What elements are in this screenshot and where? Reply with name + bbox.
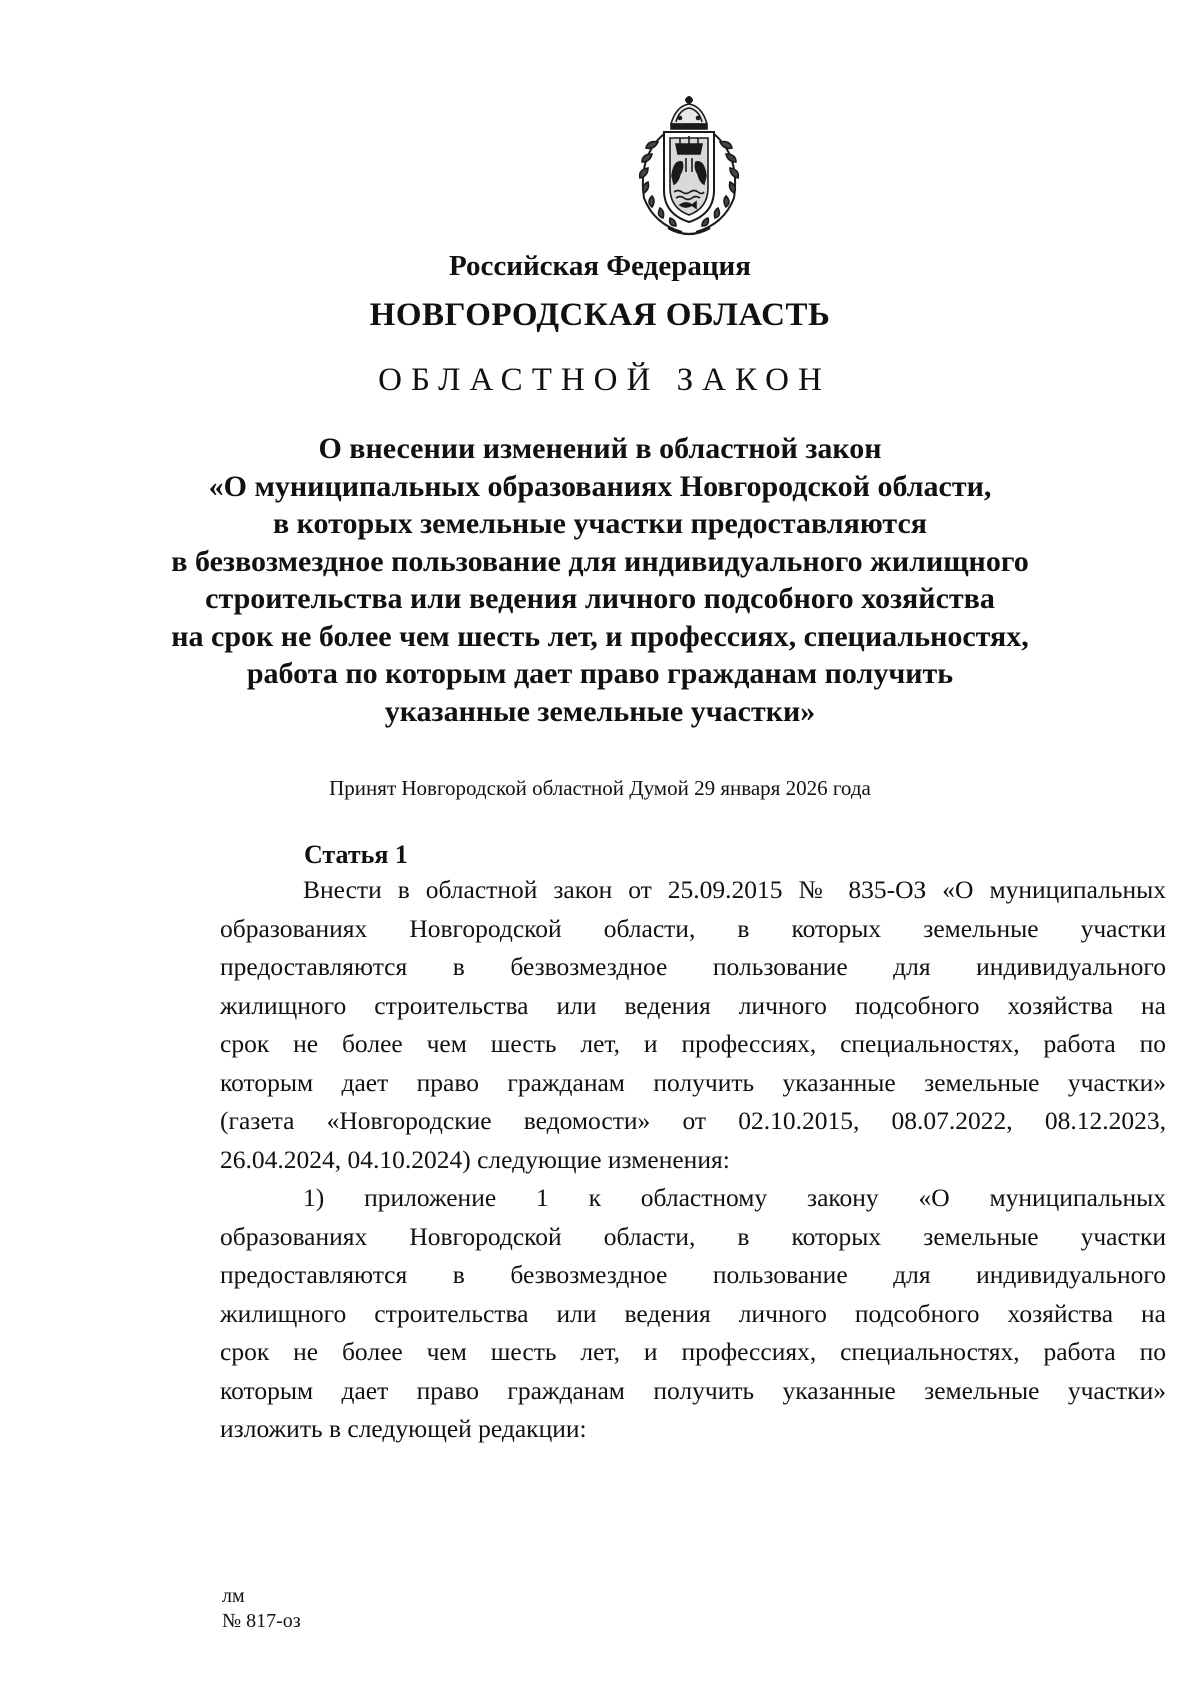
paragraph-line: жилищного строительства или ведения личного подсобного хозяйства на	[220, 1298, 1166, 1328]
paragraph-line: жилищного строительства или ведения личного подсобного хозяйства на	[220, 990, 1166, 1020]
article-paragraph-1	[220, 871, 1166, 1179]
paragraph-line: Внести в областной закон от 25.09.2015 № 835-ОЗ «О муниципальных	[303, 875, 1166, 904]
paragraph-line: срок не более чем шесть лет, и профессиях, специальностях, работа по	[220, 1337, 1166, 1366]
footer-initials: лм	[222, 1585, 245, 1607]
paragraph-line: которым дает право гражданам получить указанные земельные участки»	[220, 1067, 1166, 1097]
adoption-note: Принят Новгородской областной Думой 29 января 2026 года	[329, 776, 871, 800]
title-line: О внесении изменений в областной закон	[318, 432, 882, 465]
document-footer	[222, 1584, 301, 1634]
document-type: ОБЛАСТНОЙ ЗАКОН	[378, 362, 831, 398]
footer-law-number: № 817-оз	[222, 1610, 301, 1632]
law-title	[150, 430, 1050, 730]
title-line: в которых земельные участки предоставляются	[272, 507, 928, 540]
crown-icon	[671, 96, 707, 129]
paragraph-line: 1) приложение 1 к областному закону «О муниципальных	[303, 1183, 1166, 1212]
region-name: НОВГОРОДСКАЯ ОБЛАСТЬ	[369, 297, 831, 333]
paragraph-line: образованиях Новгородской области, в которых земельные участки	[220, 913, 1166, 943]
paragraph-line: 26.04.2024, 04.10.2024) следующие изменения:	[220, 1144, 730, 1174]
paragraph-line: которым дает право гражданам получить указанные земельные участки»	[220, 1375, 1166, 1405]
paragraph-line: предоставляются в безвозмездное пользование для индивидуального	[220, 952, 1166, 981]
paragraph-line: образованиях Новгородской области, в которых земельные участки	[220, 1221, 1166, 1251]
title-line: указанные земельные участки»	[384, 694, 816, 728]
title-line: «О муниципальных образованиях Новгородской области,	[208, 469, 992, 503]
title-line: на срок не более чем шесть лет, и профессиях, специальностях,	[171, 619, 1029, 653]
coat-of-arms-emblem	[624, 94, 754, 239]
title-line: работа по которым дает право гражданам получить	[246, 657, 954, 690]
paragraph-line: срок не более чем шесть лет, и профессиях, специальностях, работа по	[220, 1029, 1166, 1058]
title-line: в безвозмездное пользование для индивидуального жилищного	[171, 544, 1029, 578]
article-paragraph-2	[220, 1179, 1166, 1449]
shield-icon	[664, 132, 714, 222]
article-heading: Статья 1	[304, 840, 408, 869]
country-name: Российская Федерация	[449, 250, 751, 282]
paragraph-line: изложить в следующей редакции:	[220, 1414, 587, 1443]
paragraph-line: предоставляются в безвозмездное пользование для индивидуального	[220, 1260, 1166, 1289]
paragraph-line: (газета «Новгородские ведомости» от 02.10.2015, 08.07.2022, 08.12.2023,	[220, 1106, 1166, 1135]
title-line: строительства или ведения личного подсобного хозяйства	[205, 582, 995, 615]
